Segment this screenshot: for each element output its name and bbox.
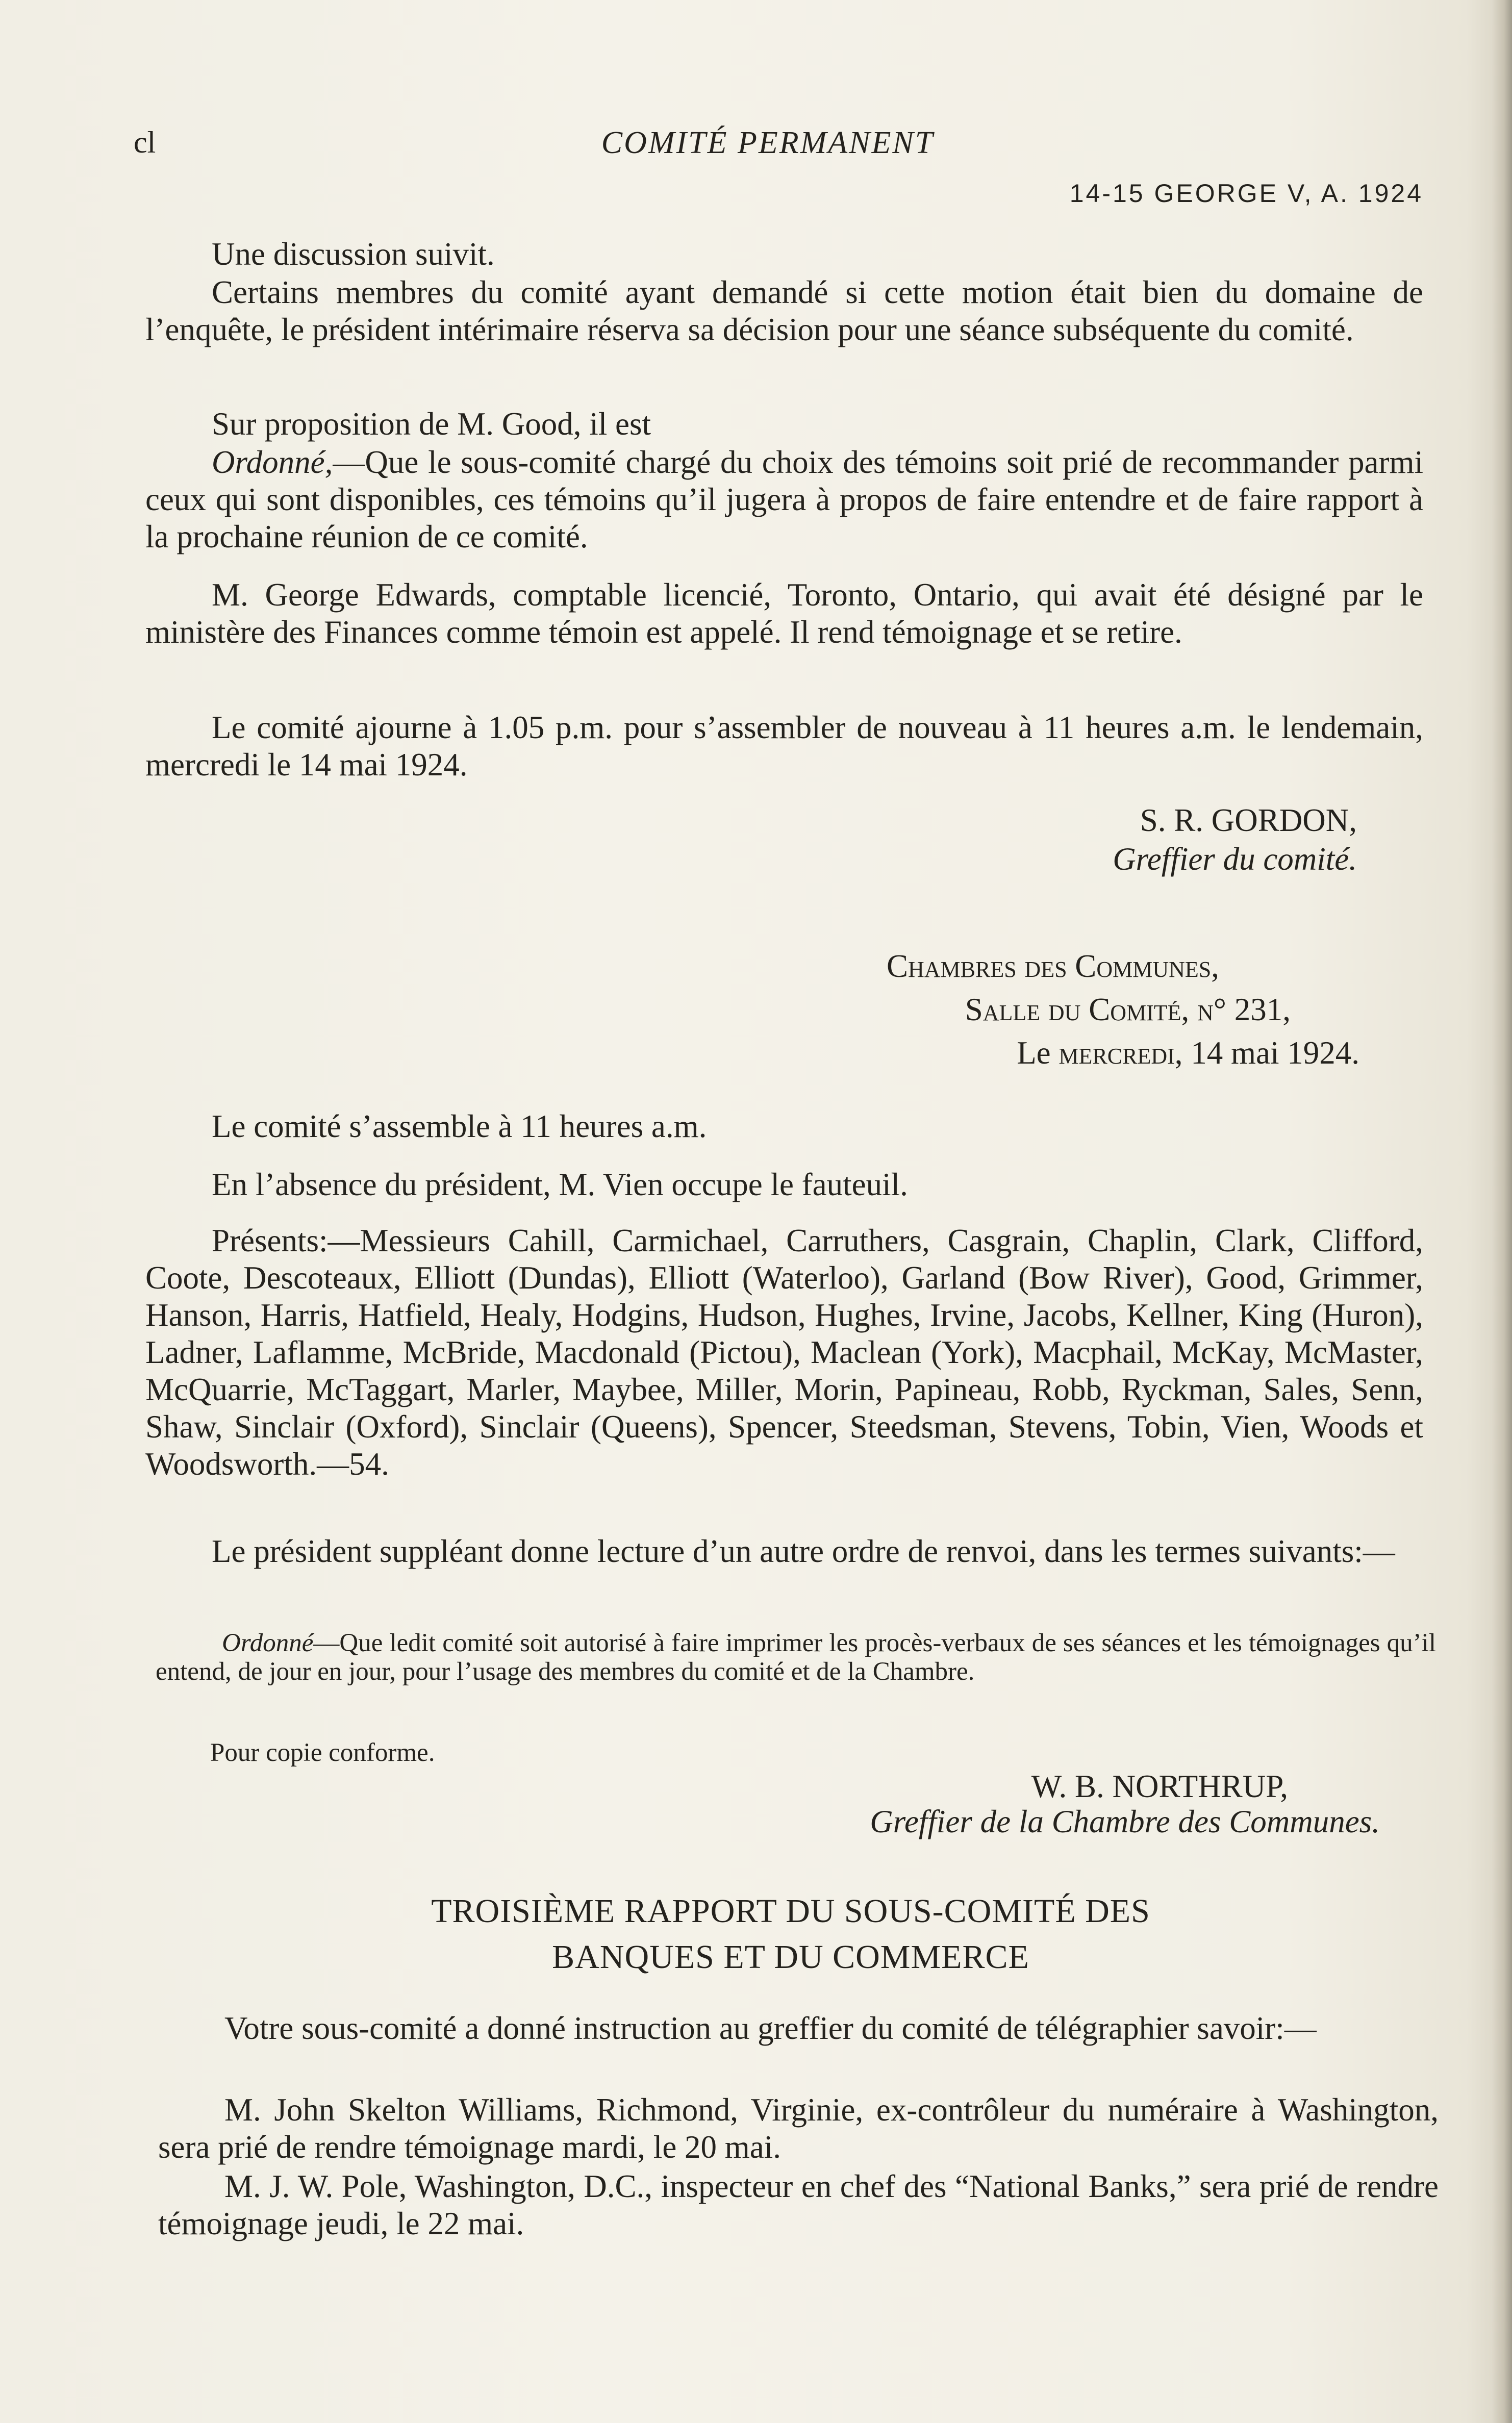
house-clerk-name: W. B. NORTHRUP, xyxy=(1031,1769,1288,1804)
clerk-signature-name: S. R. GORDON, xyxy=(1140,802,1357,838)
place-line-3 xyxy=(612,1034,1359,1071)
paragraph-motion-domain: Certains membres du comité ayant demandé si cette motion était bien du domaine de l’enquête, le président intérimaire réserva sa décision pour une séance subséquente du comité. xyxy=(145,274,1423,347)
paragraph-meeting-opens: Le comité s’assemble à 11 heures a.m. xyxy=(212,1108,707,1144)
order-text: —Que le sous-comité chargé du choix des témoins soit prié de recommander parmi ceux qui sont disponibles, ces témoins qu’il jugera à propos de faire entendre et de faire rapport à la prochaine réunion de ce comité. xyxy=(145,444,1423,554)
paragraph-reference-order: Le président suppléant donne lecture d’un autre ordre de renvoi, dans les termes suivants:— xyxy=(212,1533,1395,1569)
place-line-3-le: Le xyxy=(1017,1035,1051,1071)
place-line-3-day: mercredi, xyxy=(1059,1035,1183,1071)
paragraph-witness-williams: M. John Skelton Williams, Richmond, Virginie, ex-contrôleur du numéraire à Washington, sera prié de rendre témoignage mardi, le 20 mai. xyxy=(158,2092,1439,2165)
place-line-2: Salle du Comité, n° 231, xyxy=(965,992,1291,1027)
order-label: Ordonné, xyxy=(212,444,333,480)
paragraph-witness-pole: M. J. W. Pole, Washington, D.C., inspecteur en chef des “National Banks,” sera prié de rendre témoignage jeudi, le 22 mai. xyxy=(158,2168,1439,2241)
place-line-3-date: 14 mai 1924. xyxy=(1191,1035,1359,1071)
paragraph-discussion: Une discussion suivit. xyxy=(212,236,495,272)
page-edge-shadow xyxy=(1492,0,1512,2423)
paragraph-present-members: Présents:—Messieurs Cahill, Carmichael, Carruthers, Casgrain, Chaplin, Clark, Clifford, Coote, Descoteaux, Elliott (Dundas), Elliott (Waterloo), Garland (Bow River), Good, Grimmer, Hanson, Harris, Hatfield, Healy, Hodgins, Hudson, Hughes, Irvine, Jacobs, Kellner, King (Huron), Ladner, Laflamme, McBride, Macdonald (Pictou), Maclean (York), Macphail, McKay, McMaster, McQuarrie, McTaggart, Marler, Maybee, Miller, Morin, Papineau, Robb, Ryckman, Sales, Senn, Shaw, Sinclair (Oxford), Sinclair (Queens), Spencer, Steedsman, Stevens, Tobin, Vien, Woods et Woodsworth.—54. xyxy=(145,1223,1423,1482)
report-title-line-2: BANQUES ET DU COMMERCE xyxy=(552,1938,1029,1976)
paragraph-chair: En l’absence du président, M. Vien occupe le fauteuil. xyxy=(212,1167,908,1202)
paragraph-witness-edwards: M. George Edwards, comptable licencié, Toronto, Ontario, qui avait été désigné par le ministère des Finances comme témoin est appelé. Il rend témoignage et se retire. xyxy=(145,577,1423,650)
running-title: COMITÉ PERMANENT xyxy=(601,125,935,160)
paragraph-telegraph-instruction: Votre sous-comité a donné instruction au greffier du comité de télégraphier savoir:— xyxy=(224,2010,1317,2046)
printing-order-label: Ordonné xyxy=(222,1629,314,1657)
house-clerk-title: Greffier de la Chambre des Communes. xyxy=(870,1804,1380,1839)
page-number: cl xyxy=(134,125,156,159)
place-line-1: Chambres des Communes, xyxy=(886,948,1219,984)
paragraph-order-subcommittee xyxy=(145,444,1423,556)
certified-copy-note: Pour copie conforme. xyxy=(210,1738,435,1767)
report-title-line-1: TROISIÈME RAPPORT DU SOUS-COMITÉ DES xyxy=(431,1892,1150,1930)
paragraph-printing-order xyxy=(156,1629,1436,1686)
session-label: 14-15 GEORGE V, A. 1924 xyxy=(1069,179,1423,208)
paragraph-proposition: Sur proposition de M. Good, il est xyxy=(212,406,651,442)
clerk-signature-title: Greffier du comité. xyxy=(1113,841,1357,877)
printing-order-text: —Que ledit comité soit autorisé à faire imprimer les procès-verbaux de ses séances et les témoignages qu’il entend, de jour en jour, pour l’usage des membres du comité et de la Chambre. xyxy=(156,1629,1436,1686)
paragraph-adjournment: Le comité ajourne à 1.05 p.m. pour s’assembler de nouveau à 11 heures a.m. le lendemain, mercredi le 14 mai 1924. xyxy=(145,710,1423,783)
